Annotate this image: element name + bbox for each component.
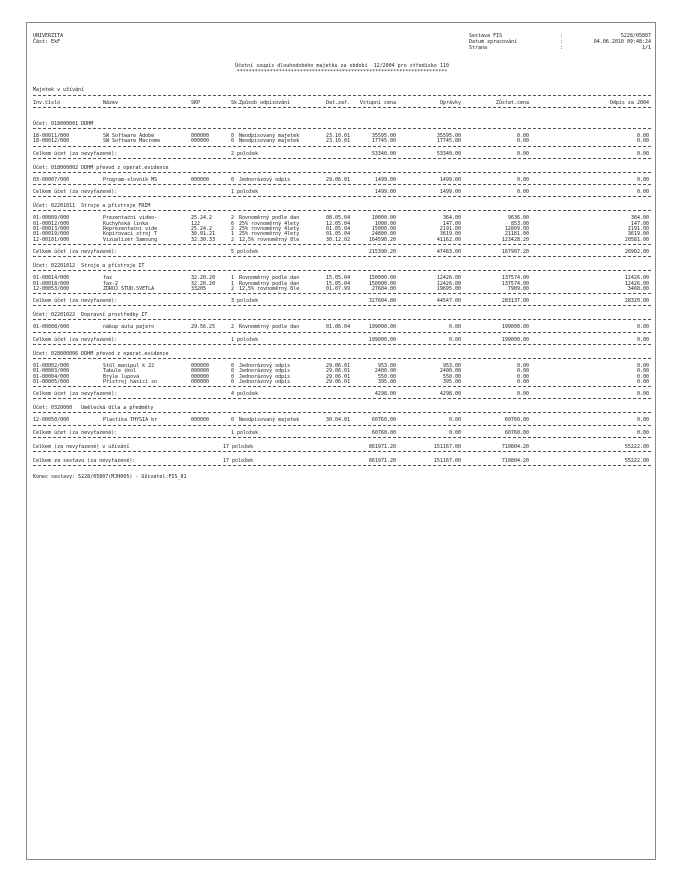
account-total-count: 3 položek [231, 298, 259, 305]
account-total-residual: 199000.00 [501, 336, 529, 343]
asset-price: 953.00 [377, 362, 396, 369]
asset-skp: 32.30.33 [191, 236, 216, 243]
asset-residual: 12809.00 [504, 226, 529, 232]
asset-date: 01.07.99 [326, 286, 351, 292]
asset-residual: 137574.00 [501, 275, 529, 282]
asset-group: 1 [231, 231, 235, 238]
asset-inv-number: 12-00101/000 [33, 236, 70, 243]
account-total-annual: 26902.00 [624, 249, 649, 256]
asset-group: 0 [231, 379, 235, 385]
grand-total-annual: 55222.00 [624, 443, 649, 450]
asset-residual: 0.00 [516, 133, 529, 139]
account-total-label: Celkem účet (za nevyřazené): [33, 249, 118, 256]
account-total-count: 1 položek [231, 189, 259, 196]
asset-price: 60760.00 [371, 417, 396, 424]
account-total-residual: 0.00 [516, 189, 529, 196]
account-total-count: 5 položek [231, 249, 259, 256]
asset-depreciation: 395.00 [442, 379, 461, 385]
account-total-depreciation: 0.00 [448, 336, 461, 343]
asset-skp: 29.56.25 [191, 324, 216, 331]
account-total-depreciation: 0.00 [448, 429, 461, 436]
asset-depreciation: 364.00 [442, 215, 461, 222]
asset-annual-depreciation: 0.00 [636, 379, 649, 385]
asset-annual-depreciation: 364.00 [630, 215, 649, 222]
asset-depreciation: 550.00 [442, 373, 461, 380]
asset-inv-number: 01-00009/000 [33, 215, 70, 222]
grand-total-label: Celkem za sestavu (za nevyřazené): [33, 457, 136, 464]
asset-price: 27604.00 [371, 286, 396, 292]
asset-skp: 25.24.2 [191, 226, 213, 232]
org-part: Část: EkF [33, 39, 61, 45]
asset-depreciation: 2400.00 [439, 368, 461, 375]
asset-name: Tabule škol [103, 368, 137, 375]
asset-residual: 0.00 [516, 373, 529, 380]
account-title: Účet: 018000002 DDHM převod z operat.evidence [33, 164, 169, 171]
asset-date: 01.05.04 [326, 226, 351, 232]
asset-residual: 60760.00 [504, 417, 529, 424]
asset-group: 0 [231, 417, 235, 424]
asset-name: Vizualizér Samsung [103, 236, 158, 243]
asset-date: 01.05.04 [326, 231, 351, 238]
report-page [26, 22, 656, 860]
asset-group: 2 [231, 236, 235, 243]
asset-name: ZDROJ STUD.SVETLA [103, 286, 155, 292]
asset-price: 395.00 [377, 379, 396, 385]
account-total-depreciation: 44547.00 [436, 298, 461, 305]
account-total-depreciation: 53340.00 [436, 150, 461, 157]
asset-price: 17745.00 [371, 138, 396, 145]
dashed-separator [33, 196, 651, 197]
column-header-skp: SKP [191, 100, 201, 106]
asset-price: 550.00 [377, 373, 396, 380]
account-total-depreciation: 47483.00 [436, 249, 461, 256]
column-header-method: Způsob odpisování [239, 100, 291, 106]
account-total-annual: 0.00 [636, 150, 649, 157]
asset-depreciation: 2191.00 [439, 226, 461, 232]
asset-annual-depreciation: 20581.00 [624, 236, 649, 243]
asset-method: Rovnoměrný podle dan [239, 275, 300, 282]
asset-method: 25% rovnoměrný 4lety [239, 220, 300, 227]
grand-total-depreciation: 151167.00 [433, 443, 461, 450]
dashed-separator [33, 293, 651, 294]
asset-name: Program-slovník MS [103, 176, 158, 183]
asset-skp: 000000 [191, 133, 210, 139]
asset-inv-number: 01-00014/000 [33, 275, 70, 282]
account-total-count: 2 položek [231, 150, 259, 157]
grand-total-residual: 710804.20 [501, 443, 529, 450]
asset-residual: 0.00 [516, 368, 529, 375]
asset-name: Brýle lupová [103, 373, 140, 380]
page-colon: : [560, 45, 564, 51]
asset-date: 15.05.04 [326, 280, 351, 287]
asset-group: 2 [231, 226, 235, 232]
asset-name: Kopírovací stroj T [103, 231, 158, 238]
account-total-residual: 0.00 [516, 391, 529, 398]
dashed-separator [33, 210, 651, 211]
asset-price: 150000.00 [368, 280, 396, 287]
asset-name: Stůl manipul k 22 [103, 362, 155, 369]
asset-group: 0 [231, 373, 235, 380]
asset-residual: 0.00 [516, 176, 529, 183]
account-title: Účet: 02201012 Stroje a přístroje IT [33, 263, 145, 270]
asset-date: 29.06.01 [326, 362, 351, 369]
asset-method: 12,5% rovnoměrný 8le [239, 236, 300, 243]
asset-method: Neodpisovaný majetek [239, 417, 300, 424]
asset-skp: 33205 [191, 286, 207, 292]
dashed-separator [33, 398, 651, 399]
column-header-dep: Oprávky [439, 100, 461, 106]
asset-depreciation: 19695.00 [436, 286, 461, 292]
dashed-separator [33, 319, 651, 320]
asset-annual-depreciation: 3619.00 [627, 231, 649, 238]
asset-date: 29.06.01 [326, 368, 351, 375]
asset-depreciation: 12426.00 [436, 280, 461, 287]
grand-total-price: 861971.20 [368, 457, 396, 464]
section-title: Majetek v užívání [33, 87, 85, 93]
asset-name: nákup auta pajero [103, 324, 155, 331]
column-header-inv: Inv.číslo [33, 100, 61, 106]
account-total-depreciation: 4298.00 [439, 391, 461, 398]
asset-annual-depreciation: 3468.00 [627, 286, 649, 292]
asset-skp: 30.01.21 [191, 231, 216, 238]
asset-inv-number: 01-00002/000 [33, 362, 70, 369]
asset-skp: 000000 [191, 417, 210, 424]
asset-inv-number: 01-00004/000 [33, 373, 70, 380]
asset-inv-number: 01-00013/000 [33, 226, 70, 232]
account-total-count: 4 položek [231, 391, 259, 398]
asset-group: 2 [231, 324, 235, 331]
dashed-separator [33, 184, 651, 185]
asset-annual-depreciation: 0.00 [636, 368, 649, 375]
asset-price: 24800.00 [371, 231, 396, 238]
asset-annual-depreciation: 0.00 [636, 373, 649, 380]
asset-name: fax [103, 275, 113, 282]
account-title: Účet: 02201022 Dopravní prostředky IT [33, 312, 148, 319]
asset-skp: 000000 [191, 379, 210, 385]
asset-group: 0 [231, 368, 235, 375]
title-underline: ********************************************************************** [236, 69, 448, 75]
account-total-count: 1 položek [231, 429, 259, 436]
column-header-price: Vstupní cena [359, 100, 396, 106]
asset-method: Jednorázový odpis [239, 176, 291, 183]
asset-method: Jednorázový odpis [239, 379, 291, 385]
asset-inv-number: 01-00008/000 [33, 324, 70, 331]
dashed-separator [33, 358, 651, 359]
asset-skp: 000000 [191, 176, 210, 183]
asset-date: 01.06.04 [326, 324, 351, 331]
account-total-annual: 28320.00 [624, 298, 649, 305]
asset-date: 23.10.01 [326, 138, 351, 145]
account-title: Účet: 028000006 DDHM převod z operat.evidence [33, 350, 169, 357]
asset-price: 2400.00 [374, 368, 396, 375]
asset-name: Prezentační video- [103, 215, 158, 222]
asset-price: 35595.00 [371, 133, 396, 139]
processed-value: 04.06.2010 09:48:24 [593, 39, 651, 45]
column-header-rest: Zůstat.cena [495, 100, 529, 106]
dashed-separator [33, 386, 651, 387]
account-total-label: Celkem účet (za nevyřazené): [33, 429, 118, 436]
column-header-date: Dat.zař. [326, 100, 351, 106]
asset-date: 29.06.01 [326, 373, 351, 380]
account-total-annual: 0.00 [636, 336, 649, 343]
asset-date: 29.06.01 [326, 176, 351, 183]
asset-name: Plastika THYSIA br [103, 417, 158, 424]
asset-depreciation: 953.00 [442, 362, 461, 369]
processed-label: Datum zpracování [469, 39, 518, 45]
asset-residual: 0.00 [516, 362, 529, 369]
asset-residual: 199000.00 [501, 324, 529, 331]
asset-price: 1000.00 [374, 220, 396, 227]
asset-method: 25% rovnoměrný 4lety [239, 226, 300, 232]
asset-annual-depreciation: 0.00 [636, 417, 649, 424]
dashed-separator [33, 95, 651, 96]
asset-date: 23.10.01 [326, 133, 351, 139]
dashed-separator [33, 244, 651, 245]
asset-residual: 21181.00 [504, 231, 529, 238]
grand-total-count: 17 položek [223, 457, 254, 464]
asset-residual: 0.00 [516, 379, 529, 385]
account-total-residual: 283137.00 [501, 298, 529, 305]
asset-residual: 123428.20 [501, 236, 529, 243]
asset-depreciation: 17745.00 [436, 138, 461, 145]
dashed-separator [33, 305, 651, 306]
asset-inv-number: 01-00012/000 [33, 220, 70, 227]
asset-method: Neodpisovaný majetek [239, 138, 300, 145]
asset-method: Jednorázový odpis [239, 362, 291, 369]
asset-inv-number: 12-00053/000 [33, 286, 70, 292]
account-total-label: Celkem účet (za nevyřazené): [33, 391, 118, 398]
asset-method: Rovnoměrný podle dan [239, 324, 300, 331]
asset-residual: 137574.00 [501, 280, 529, 287]
report-value: 5228/05807 [620, 33, 651, 39]
account-total-label: Celkem účet (za nevyřazené): [33, 298, 118, 305]
account-total-price: 60760.00 [371, 429, 396, 436]
asset-date: 15.05.04 [326, 275, 351, 282]
account-total-price: 215390.20 [368, 249, 396, 256]
dashed-separator [33, 451, 651, 452]
dashed-separator [33, 412, 651, 413]
asset-method: Jednorázový odpis [239, 368, 291, 375]
asset-group: 1 [231, 275, 235, 282]
dashed-separator [33, 425, 651, 426]
asset-name: Přístroj hasicí sn [103, 379, 158, 385]
account-title: Účet: 018000001 DDHM [33, 121, 94, 127]
report-colon: : [560, 33, 564, 39]
account-total-label: Celkem účet (za nevyřazené): [33, 189, 118, 196]
asset-method: Jednorázový odpis [239, 373, 291, 380]
grand-total-label: Celkem (za nevyřazené) v užívání [33, 443, 130, 450]
asset-annual-depreciation: 0.00 [636, 176, 649, 183]
asset-method: 12,5% rovnoměrný 8le [239, 286, 300, 292]
asset-annual-depreciation: 0.00 [636, 324, 649, 331]
asset-name: fax-2 [103, 280, 119, 287]
asset-inv-number: 03-00007/000 [33, 176, 70, 183]
asset-annual-depreciation: 2191.00 [627, 226, 649, 232]
asset-group: 6 [231, 220, 235, 227]
asset-annual-depreciation: 0.00 [636, 362, 649, 369]
asset-annual-depreciation: 0.00 [636, 133, 649, 139]
org-name: UNIVERZITA [33, 33, 64, 39]
asset-name: Kuchyňská linka [103, 220, 149, 227]
asset-depreciation: 147.00 [442, 220, 461, 227]
dashed-separator [33, 128, 651, 129]
asset-method: Rovnoměrný podle dan [239, 215, 300, 222]
asset-group: 0 [231, 176, 235, 183]
account-total-price: 199000.00 [368, 336, 396, 343]
asset-price: 150000.00 [368, 275, 396, 282]
asset-inv-number: 01-00003/000 [33, 368, 70, 375]
asset-depreciation: 12426.00 [436, 275, 461, 282]
asset-method: Rovnoměrný podle dan [239, 280, 300, 287]
asset-depreciation: 35595.00 [436, 133, 461, 139]
asset-annual-depreciation: 12426.00 [624, 280, 649, 287]
asset-depreciation: 41162.00 [436, 236, 461, 243]
asset-skp: 122 [191, 220, 201, 227]
asset-method: 25% rovnoměrný 4lety [239, 231, 300, 238]
asset-depreciation: 1499.00 [439, 176, 461, 183]
asset-skp: 25.24.2 [191, 215, 213, 222]
dashed-separator [33, 270, 651, 271]
column-header-name: Název [103, 100, 119, 106]
asset-depreciation: 0.00 [448, 324, 461, 331]
asset-group: 0 [231, 138, 235, 145]
account-total-price: 327604.00 [368, 298, 396, 305]
dashed-separator [33, 344, 651, 345]
asset-date: 08.05.04 [326, 215, 351, 222]
processed-colon: : [560, 39, 564, 45]
asset-date: 30.12.02 [326, 236, 351, 243]
asset-residual: 9636.00 [507, 215, 529, 222]
grand-total-residual: 710804.20 [501, 457, 529, 464]
account-title: Účet: 0320000 Umělecká díla a předměty [33, 405, 154, 412]
asset-skp: 32.20.20 [191, 280, 216, 287]
asset-price: 199000.00 [368, 324, 396, 331]
asset-skp: 000000 [191, 373, 210, 380]
asset-group: 0 [231, 133, 235, 139]
asset-inv-number: 01-00005/000 [33, 379, 70, 385]
asset-date: 29.06.01 [326, 379, 351, 385]
asset-date: 12.05.04 [326, 220, 351, 227]
asset-name: Reprezentační vide [103, 226, 158, 232]
asset-group: 2 [231, 215, 235, 222]
report-title: Účetní soupis dlouhodobého majetku za období 12/2004 pro středisko 110 [235, 63, 449, 69]
account-total-residual: 0.00 [516, 150, 529, 157]
account-total-count: 1 položek [231, 336, 259, 343]
asset-group: 1 [231, 280, 235, 287]
report-footer: Konec sestavy: 5228/05807(MJH005) - Uživatel:FIS_01 [33, 473, 187, 480]
asset-annual-depreciation: 12426.00 [624, 275, 649, 282]
asset-skp: 000000 [191, 138, 210, 145]
asset-price: 10000.00 [371, 215, 396, 222]
account-title: Účet: 02201011 Stroje a přístroje FRIM [33, 203, 151, 210]
report-label: Sestava FIS [469, 33, 503, 39]
account-total-annual: 0.00 [636, 429, 649, 436]
dashed-separator [33, 465, 651, 466]
asset-skp: 000000 [191, 362, 210, 369]
account-total-residual: 60760.00 [504, 429, 529, 436]
asset-price: 164590.20 [368, 236, 396, 243]
asset-group: 2 [231, 286, 235, 292]
asset-price: 1499.00 [374, 176, 396, 183]
asset-residual: 853.00 [510, 220, 529, 227]
column-header-sk: Sk. [231, 100, 241, 106]
asset-method: Neodpisovaný majetek [239, 133, 300, 139]
grand-total-price: 861971.20 [368, 443, 396, 450]
asset-inv-number: 18-00012/000 [33, 138, 70, 145]
account-total-price: 1499.00 [374, 189, 396, 196]
asset-depreciation: 0.00 [448, 417, 461, 424]
dashed-separator [33, 437, 651, 438]
dashed-separator [33, 107, 651, 108]
dashed-separator [33, 172, 651, 173]
account-total-annual: 0.00 [636, 189, 649, 196]
asset-inv-number: 01-00018/000 [33, 280, 70, 287]
asset-inv-number: 01-00019/000 [33, 231, 70, 238]
asset-residual: 7909.00 [507, 286, 529, 292]
grand-total-annual: 55222.00 [624, 457, 649, 464]
asset-skp: 000000 [191, 368, 210, 375]
page-value: 1/1 [641, 45, 651, 51]
asset-price: 15000.00 [371, 226, 396, 232]
account-total-depreciation: 1499.00 [439, 189, 461, 196]
grand-total-depreciation: 151167.00 [433, 457, 461, 464]
asset-date: 30.04.01 [326, 417, 351, 424]
account-total-price: 53340.00 [371, 150, 396, 157]
asset-name: SW Software Adobe [103, 133, 155, 139]
asset-annual-depreciation: 147.00 [630, 220, 649, 227]
dashed-separator [33, 158, 651, 159]
asset-inv-number: 12-00050/000 [33, 417, 70, 424]
dashed-separator [33, 332, 651, 333]
asset-group: 0 [231, 362, 235, 369]
page-label: Strana [469, 45, 488, 51]
account-total-residual: 167907.20 [501, 249, 529, 256]
asset-annual-depreciation: 0.00 [636, 138, 649, 145]
account-total-label: Celkem účet (za nevyřazené): [33, 336, 118, 343]
dashed-separator [33, 256, 651, 257]
column-header-annual: Odpis za 2004 [609, 100, 649, 106]
account-total-annual: 0.00 [636, 391, 649, 398]
asset-skp: 32.20.20 [191, 275, 216, 282]
asset-residual: 0.00 [516, 138, 529, 145]
grand-total-count: 17 položek [223, 443, 254, 450]
account-total-price: 4298.00 [374, 391, 396, 398]
asset-inv-number: 18-00011/000 [33, 133, 70, 139]
dashed-separator [33, 146, 651, 147]
account-total-label: Celkem účet (za nevyřazené): [33, 150, 118, 157]
asset-name: SW Software Macrome [103, 138, 161, 145]
asset-depreciation: 3619.00 [439, 231, 461, 238]
